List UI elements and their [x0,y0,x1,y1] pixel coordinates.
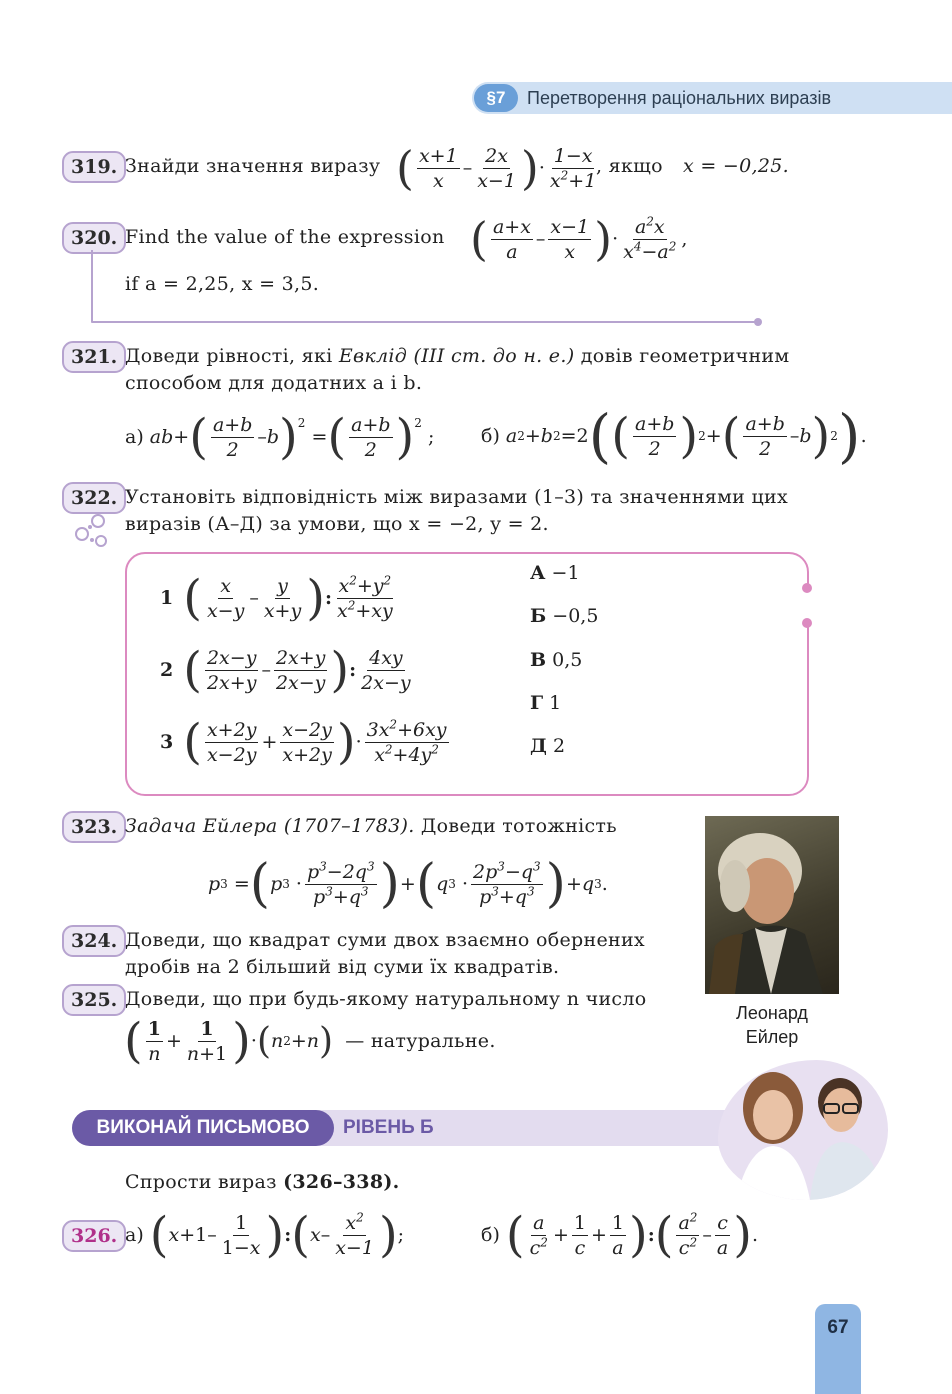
banner-level: РІВЕНЬ Б [343,1117,434,1138]
matching-item-2: 2 ( 2x−y 2x+y – 2x+y 2x−y ) : 4xy 2x−y [160,642,411,698]
problem-319-x-value: x = −0,25. [683,155,789,177]
matching-item-1: 1 ( x x−y – y x+y ) : $x^2+y^2$ $x^2+xy$ [160,570,393,626]
problem-320-expression: ( a+x a – x−1 x ) · $a^2x$ $x^4-a^2$ , [470,212,688,266]
group-work-icon [72,512,112,548]
problem-320-condition: if a = 2,25, x = 3,5. [125,273,320,295]
problem-319-text: Знайди значення виразу [125,155,381,177]
frame-gap [800,588,812,622]
problem-326-b: б) ( a $c^2$ + 1 c + 1 a ) : ( $a^2$ $c^2$ – c a ) . [481,1207,759,1263]
portrait-caption: Леонард Ейлер [736,1003,808,1047]
banner-label: ВИКОНАЙ ПИСЬМОВО [72,1110,334,1146]
problem-number-325: 325. [62,984,126,1016]
problem-319-condition: , якщо [596,155,663,177]
bracket-line [91,250,93,322]
problem-number-323: 323. [62,811,126,843]
problem-321-line2: способом для додатних a і b. [125,372,423,394]
problem-322-line1: Установіть відповідність між виразами (1–3) та значеннями цих [125,486,788,508]
answer-a: А −1 [530,562,580,584]
section-badge: §7 [474,84,518,112]
problem-321-a: а) ab + ( a+b 2 – b ) 2 = ( a+b 2 ) 2 ; [125,409,435,465]
problem-number-326: 326. [62,1220,126,1252]
answer-g: Г 1 [530,692,562,714]
problem-number-322: 322. [62,482,126,514]
problem-number-319: 319. [62,151,126,183]
problem-326-a: а) ( x +1– 1 1−x ) : ( x – $x^2$ x−1 ) ; [125,1207,405,1263]
euler-portrait [705,816,839,994]
problem-323-identity: p 3 = ( p 3 · $p^3-2q^3$ $p^3+q^3$ ) + ( q 3 · $2p^3-q^3$ $p^3+q^3$ ) + q 3 . [208,854,608,914]
frame-dot [802,583,812,593]
exercise-intro: Спрости вираз (326–338). [125,1171,400,1193]
problem-321-line1: Доведи рівності, які Евклід (III ст. до н. е.) довів геометричним [125,345,790,367]
problem-323-line: Задача Ейлера (1707–1783). Доведи тотожність [125,815,617,837]
problem-324-line2: дробів на 2 більший від суми їх квадратів. [125,956,560,978]
page-number: 67 [815,1304,861,1394]
frame-dot [802,618,812,628]
problem-number-320: 320. [62,222,126,254]
section-title: Перетворення раціональних виразів [527,88,832,108]
answer-b: Б −0,5 [530,605,599,627]
problem-325-line1: Доведи, що при будь-якому натуральному n число [125,988,647,1010]
problem-325-expression: ( 1 n + 1 n+1 ) · ( n 2 + n ) — натуральне. [124,1013,496,1069]
problem-320-text: Find the value of the expression [125,226,445,248]
answer-d: Д 2 [530,735,566,757]
problem-319-expression: ( x+1 x – 2x x−1 ) · 1−x $x^2+1$ [396,141,597,195]
problem-324-line1: Доведи, що квадрат суми двох взаємно обернених [125,929,645,951]
bracket-dot [754,318,762,326]
bracket-line [91,321,759,323]
matching-item-3: 3 ( x+2y x−2y + x−2y x+2y ) · $3x^2+6xy$ $x^2+4y^2$ [160,714,447,770]
problem-number-324: 324. [62,925,126,957]
answer-v: В 0,5 [530,649,583,671]
problem-322-line2: виразів (А–Д) за умови, що x = −2, y = 2. [125,513,549,535]
students-photo [718,1060,888,1200]
problem-321-b: б) a 2 + b 2 =2 ( ( a+b 2 ) 2 + ( a+b 2 – b ) 2 ) . [481,402,867,470]
problem-number-321: 321. [62,341,126,373]
